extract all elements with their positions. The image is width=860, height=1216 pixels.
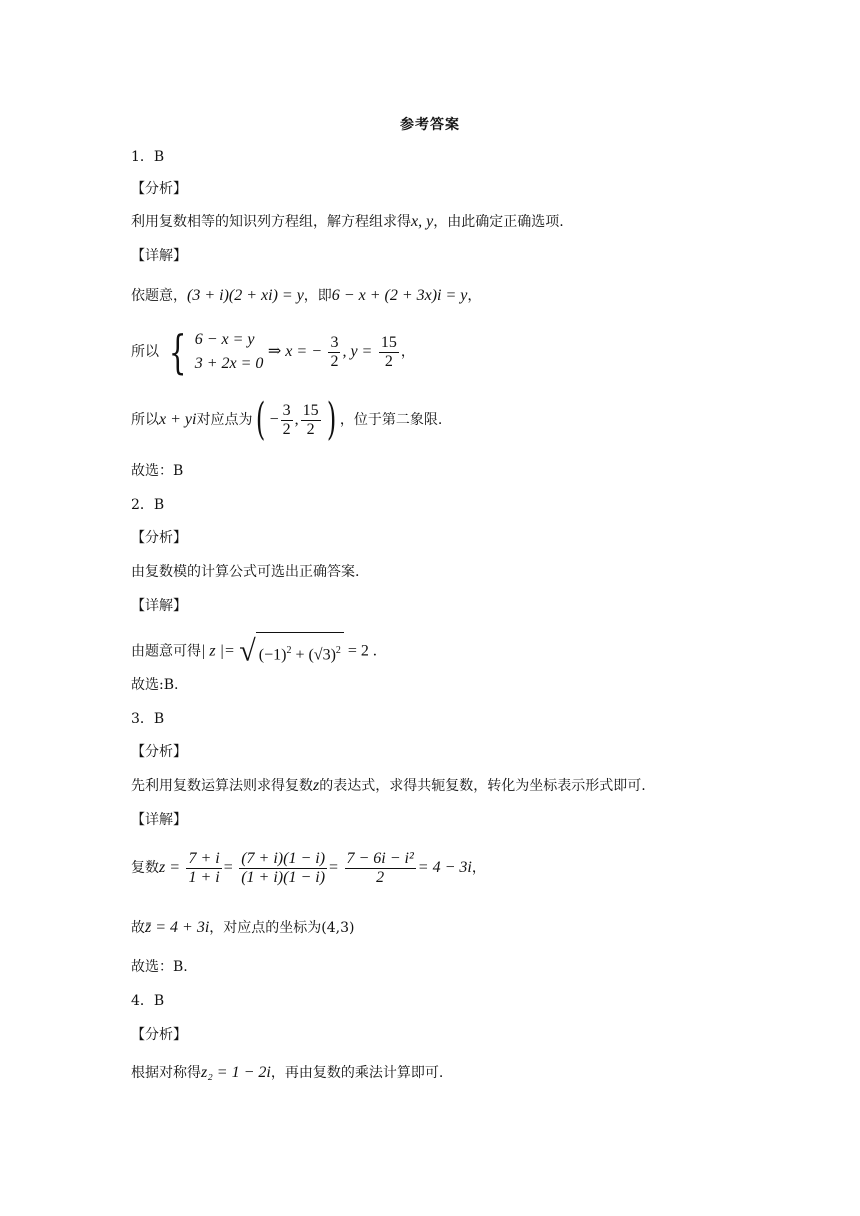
- q1-analysis-tag: 【分析】: [131, 181, 187, 197]
- text-span: 所以: [131, 412, 159, 428]
- text-span: 所以: [131, 344, 159, 360]
- left-paren-icon: (: [256, 394, 266, 445]
- text-span: 根据对称得: [131, 1065, 201, 1081]
- denominator: 1 + i: [188, 868, 220, 886]
- math-var: z: [313, 777, 320, 794]
- math-expr: = 2 .: [343, 642, 377, 660]
- fraction: [239, 850, 327, 887]
- math-eq: (3 + i)(2 + xi) = y: [187, 287, 304, 304]
- text-span: 利用复数相等的知识列方程组，解方程组求得: [131, 214, 411, 230]
- text-span: 由题意可得: [131, 643, 201, 660]
- q3-detail-line1: [131, 846, 486, 890]
- math-expr: ⇒ x = −: [267, 343, 322, 360]
- text-span: 故: [131, 920, 145, 936]
- q1-detail-line3: [131, 396, 442, 444]
- q2-detail-line1: [131, 632, 377, 671]
- brace-icon: {: [169, 325, 187, 379]
- q3-choice: 故选：B.: [131, 959, 188, 975]
- q2-analysis: 由复数模的计算公式可选出正确答案.: [131, 564, 360, 580]
- denominator: 2: [384, 352, 393, 370]
- denominator: 2: [330, 352, 339, 370]
- q2-choice: 故选:B.: [131, 677, 179, 693]
- q3-analysis: [131, 776, 646, 796]
- math-expr: | z |=: [201, 642, 235, 660]
- radicand: [256, 632, 344, 671]
- page-title: 参考答案: [400, 117, 460, 133]
- q4-analysis-tag: 【分析】: [131, 1027, 187, 1043]
- fraction: [186, 850, 221, 887]
- math-eq: 6 − x + (2 + 3x)i = y: [331, 287, 468, 304]
- q3-analysis-tag: 【分析】: [131, 744, 187, 760]
- fraction: [281, 402, 293, 439]
- text-span: 的表达式，求得共轭复数，转化为坐标表示形式即可.: [319, 778, 646, 794]
- math-expr: = 4 − 3i: [417, 859, 472, 876]
- text-span: ，: [467, 288, 482, 304]
- equals-sign: =: [329, 859, 339, 876]
- equals-sign: =: [223, 859, 233, 876]
- exponent: 2: [335, 645, 341, 656]
- numerator: 3: [282, 401, 291, 419]
- text-span: 先利用复数运算法则求得复数: [131, 778, 313, 794]
- q2-answer: 2．B: [131, 497, 165, 513]
- numerator: 7 − 6i − i²: [346, 849, 414, 867]
- fraction: [328, 334, 340, 371]
- text-span: ，: [400, 344, 415, 360]
- denominator: 2: [282, 420, 291, 438]
- q2-detail-tag: 【详解】: [131, 598, 187, 614]
- text-span: ，即: [303, 288, 332, 304]
- q3-detail-line2: [131, 918, 354, 938]
- minus-sign: −: [269, 411, 279, 428]
- math-expr: , y =: [342, 343, 373, 360]
- math-expr: x + yi: [159, 411, 197, 428]
- exponent: 2: [286, 645, 292, 656]
- q1-detail-line1: [131, 286, 481, 306]
- system-rows: [195, 328, 264, 376]
- math-vars: x, y: [411, 213, 434, 230]
- equation-system: [163, 325, 264, 379]
- system-row: 6 − x = y: [194, 331, 255, 348]
- numerator: (7 + i)(1 − i): [241, 849, 326, 867]
- text-span: 复数: [131, 860, 159, 876]
- sqrt-expression: [239, 632, 344, 671]
- math-expr: z₂ = 1 − 2i: [201, 1064, 271, 1081]
- numerator: 3: [330, 333, 339, 351]
- text-span: ，对应点的坐标为(4,3): [209, 920, 355, 936]
- math-expr: z̄ = 4 + 3i: [145, 919, 210, 936]
- fraction: [345, 850, 416, 887]
- q1-answer: 1．B: [131, 149, 165, 165]
- numerator: 15: [302, 401, 319, 419]
- q4-analysis: [131, 1063, 443, 1083]
- q1-detail-tag: 【详解】: [131, 248, 187, 264]
- text-span: ，再由复数的乘法计算即可.: [270, 1065, 444, 1081]
- system-row: 3 + 2x = 0: [194, 355, 264, 372]
- numerator: 7 + i: [188, 849, 220, 867]
- denominator: 2: [376, 868, 385, 886]
- denominator: 2: [306, 420, 315, 438]
- denominator: (1 + i)(1 − i): [241, 868, 326, 886]
- q3-answer: 3．B: [131, 711, 165, 727]
- text-span: ，: [471, 860, 486, 876]
- text-span: 依题意，: [131, 288, 187, 304]
- q1-choice: 故选：B: [131, 463, 184, 479]
- numerator: 15: [380, 333, 397, 351]
- text-span: 对应点为: [196, 412, 253, 428]
- radical-icon: √: [239, 634, 256, 668]
- fraction: [379, 334, 399, 371]
- right-paren-icon: ): [326, 394, 336, 445]
- q3-detail-tag: 【详解】: [131, 812, 187, 828]
- q2-analysis-tag: 【分析】: [131, 530, 187, 546]
- q1-analysis: [131, 212, 564, 232]
- q4-answer: 4．B: [131, 993, 165, 1009]
- math-expr: (−1): [258, 646, 287, 664]
- fraction: [301, 402, 321, 439]
- text-span: ，由此确定正确选项.: [433, 214, 564, 230]
- math-expr: z =: [159, 859, 181, 876]
- text-span: ，位于第二象限.: [339, 412, 443, 428]
- comma-sign: ,: [294, 411, 299, 428]
- math-expr: + (√3): [291, 646, 336, 664]
- q1-detail-line2: [131, 325, 415, 379]
